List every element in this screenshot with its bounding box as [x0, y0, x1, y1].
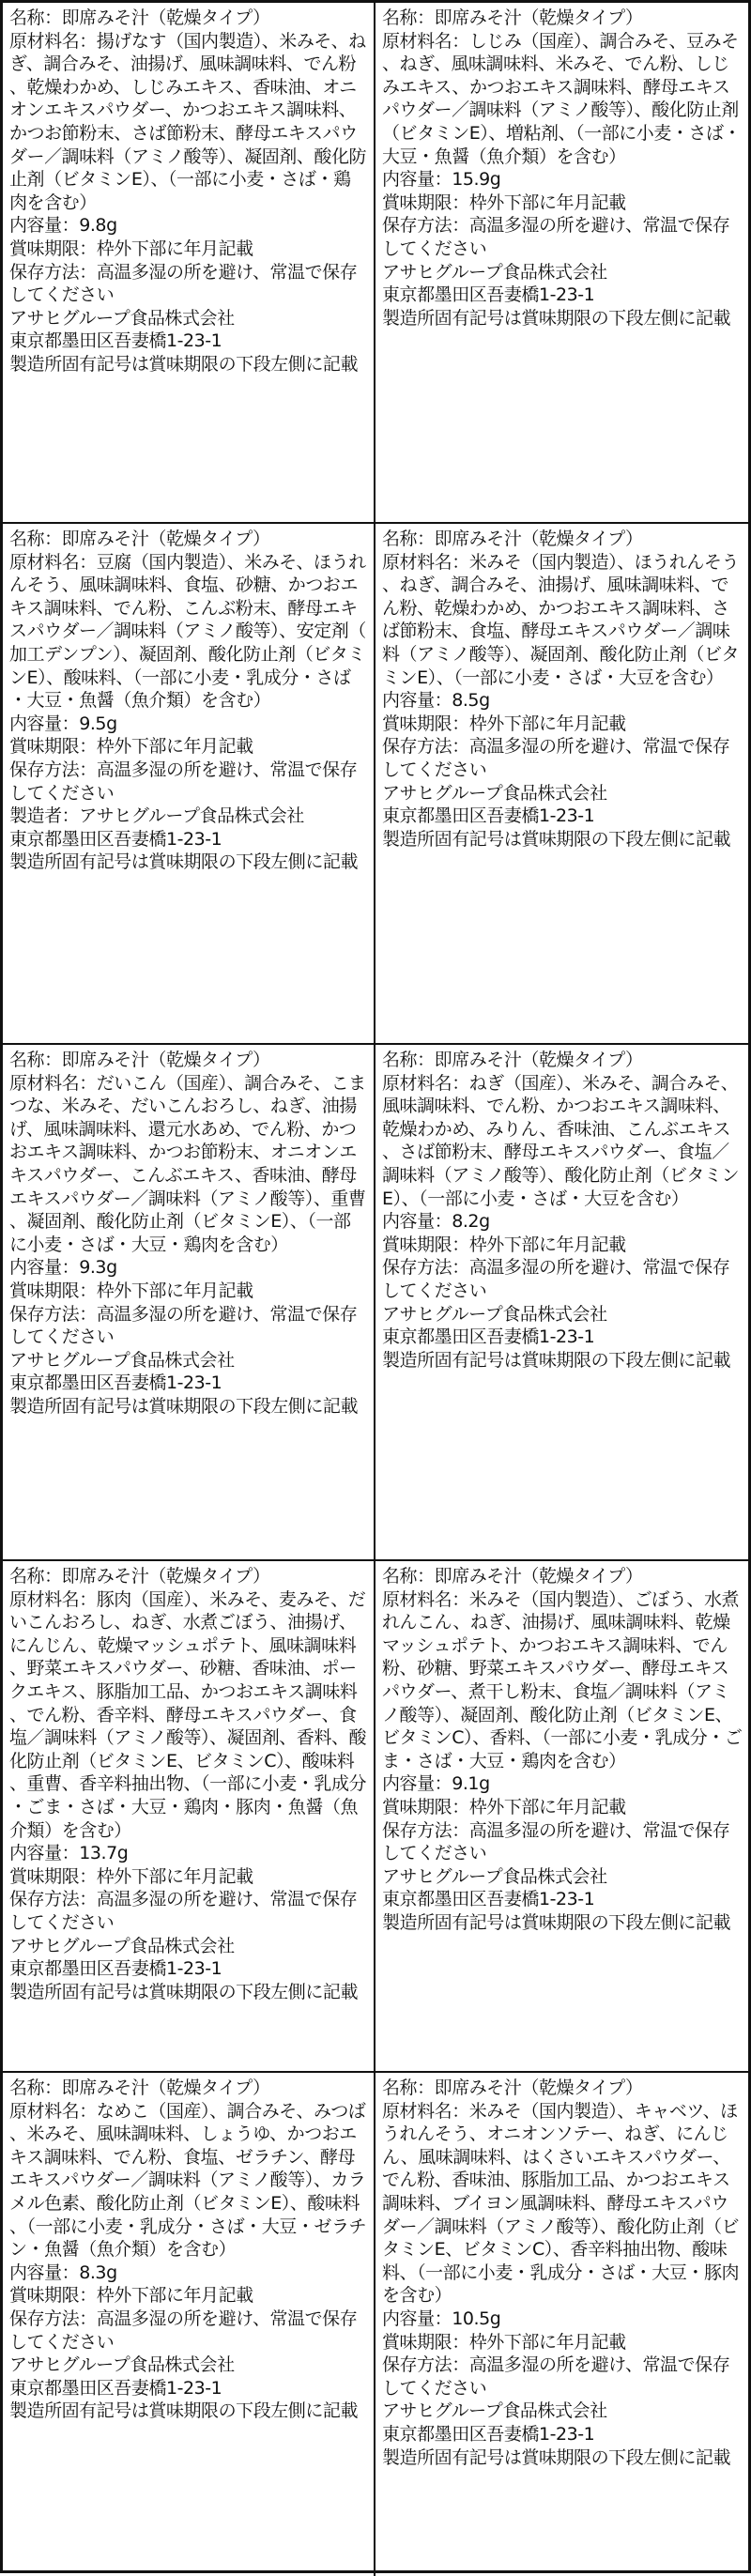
ingredients-text: 原材料名：なめこ（国産）、調合みそ、みつば、米みそ、風味調味料、しょうゆ、かつおエキス調味料、でん粉、食塩、ゼラチン、酵母エキスパウダー／調味料（アミノ酸等）、カラメル色素、酸化防止剤（ビタミンE）、酸味料、（一部に小麦・乳成分・さば・大豆・ゼラチン・魚醤（魚介類）を含む）: [9, 2100, 367, 2261]
storage-instructions: 保存方法：高温多湿の所を避け、常温で保存してください: [9, 1303, 358, 1348]
storage-instructions: 保存方法：高温多湿の所を避け、常温で保存してください: [9, 1889, 358, 1933]
net-content: 内容量：13.7g: [9, 1843, 129, 1864]
net-content: 内容量：9.3g: [9, 1257, 117, 1279]
label-cell-pork: [3, 1561, 376, 2073]
label-cell-daikon: [3, 1045, 376, 1561]
product-name: 名称：即席みそ汁（乾燥タイプ）: [382, 1050, 643, 1070]
factory-code-note: 製造所固有記号は賞味期限の下段左側に記載: [382, 2446, 731, 2468]
product-name: 名称：即席みそ汁（乾燥タイプ）: [382, 8, 643, 28]
label-cell-nameko: [3, 2073, 376, 2576]
product-name: 名称：即席みそ汁（乾燥タイプ）: [9, 2078, 270, 2098]
label-cell-shijimi: [376, 3, 748, 524]
net-content: 内容量：8.3g: [9, 2262, 117, 2283]
ingredients-text: 原材料名：米みそ（国内製造）、ほうれんそう、ねぎ、調合みそ、油揚げ、風味調味料、でん粉、乾燥わかめ、かつおエキス調味料、さば節粉末、食塩、酵母エキスパウダー／調味料（アミノ酸等）、凝固剤、酸化防止剤（ビタミンE）、（一部に小麦・さば・大豆を含む）: [382, 551, 740, 688]
product-name: 名称：即席みそ汁（乾燥タイプ）: [382, 529, 643, 549]
best-before-note: 賞味期限：枠外下部に年月記載: [9, 1865, 253, 1887]
best-before-note: 賞味期限：枠外下部に年月記載: [382, 2331, 626, 2353]
manufacturer-address: 東京都墨田区吾妻橋1-23-1: [9, 828, 222, 850]
net-content: 内容量：9.1g: [382, 1773, 490, 1795]
factory-code-note: 製造所固有記号は賞味期限の下段左側に記載: [382, 828, 731, 850]
product-name: 名称：即席みそ汁（乾燥タイプ）: [382, 1566, 643, 1587]
manufacturer-address: 東京都墨田区吾妻橋1-23-1: [9, 2377, 222, 2399]
ingredients-text: 原材料名：ねぎ（国産）、米みそ、調合みそ、風味調味料、でん粉、かつおエキス調味料、乾燥わかめ、みりん、香味油、こんぶエキス、さば節粉末、酵母エキスパウダー、食塩／調味料（アミノ酸等）、酸化防止剤（ビタミンE）、（一部に小麦・さば・大豆を含む）: [382, 1072, 740, 1209]
manufacturer: アサヒグループ食品株式会社: [9, 1935, 235, 1956]
manufacturer-address: 東京都墨田区吾妻橋1-23-1: [9, 330, 222, 352]
factory-code-note: 製造所固有記号は賞味期限の下段左側に記載: [9, 2400, 359, 2422]
storage-instructions: 保存方法：高温多湿の所を避け、常温で保存してください: [382, 736, 730, 780]
manufacturer-address: 東京都墨田区吾妻橋1-23-1: [9, 1958, 222, 1980]
best-before-note: 賞味期限：枠外下部に年月記載: [382, 192, 626, 213]
net-content: 内容量：15.9g: [382, 169, 501, 191]
manufacturer-address: 東京都墨田区吾妻橋1-23-1: [9, 1372, 222, 1394]
manufacturer-address: 東京都墨田区吾妻橋1-23-1: [382, 2423, 595, 2445]
label-cell-spinach: [376, 524, 748, 1045]
factory-code-note: 製造所固有記号は賞味期限の下段左側に記載: [9, 353, 359, 375]
factory-code-note: 製造所固有記号は賞味期限の下段左側に記載: [9, 1981, 359, 2002]
label-cell-burdock: [376, 1561, 748, 2073]
storage-instructions: 保存方法：高温多湿の所を避け、常温で保存してください: [9, 2308, 358, 2353]
factory-code-note: 製造所固有記号は賞味期限の下段左側に記載: [9, 851, 359, 873]
manufacturer-address: 東京都墨田区吾妻橋1-23-1: [382, 1889, 595, 1910]
net-content: 内容量：9.8g: [9, 215, 117, 237]
factory-code-note: 製造所固有記号は賞味期限の下段左側に記載: [382, 307, 731, 329]
manufacturer: アサヒグループ食品株式会社: [9, 1349, 235, 1371]
best-before-note: 賞味期限：枠外下部に年月記載: [382, 1796, 626, 1817]
product-name: 名称：即席みそ汁（乾燥タイプ）: [9, 1566, 270, 1587]
ingredients-text: 原材料名：米みそ（国内製造）、キャベツ、ほうれんそう、オニオンソテー、ねぎ、にんじん、風味調味料、はくさいエキスパウダー、でん粉、香味油、豚脂加工品、かつおエキス調味料、ブイヨン風調味料、酵母エキスパウダー／調味料（アミノ酸等）、酸化防止剤（ビタミンE、ビタミンC）、香辛料抽出物、酸味料、（一部に小麦・乳成分・さば・大豆・豚肉を含む）: [382, 2100, 740, 2307]
label-cell-eggplant: [3, 3, 376, 524]
manufacturer: アサヒグループ食品株式会社: [382, 1303, 607, 1325]
ingredients-text: 原材料名：揚げなす（国内製造）、米みそ、ねぎ、調合みそ、油揚げ、風味調味料、でん粉、乾燥わかめ、しじみエキス、香味油、オニオンエキスパウダー、かつおエキス調味料、かつお節粉末、さば節粉末、酵母エキスパウダー／調味料（アミノ酸等）、凝固剤、酸化防止剤（ビタミンE）、（一部に小麦・さば・鶏肉を含む）: [9, 30, 367, 213]
factory-code-note: 製造所固有記号は賞味期限の下段左側に記載: [382, 1911, 731, 1933]
storage-instructions: 保存方法：高温多湿の所を避け、常温で保存してください: [382, 2354, 730, 2399]
manufacturer: アサヒグループ食品株式会社: [382, 1865, 607, 1887]
best-before-note: 賞味期限：枠外下部に年月記載: [9, 736, 253, 758]
label-cell-tofu: [3, 524, 376, 1045]
product-name: 名称：即席みそ汁（乾燥タイプ）: [9, 1050, 270, 1070]
best-before-note: 賞味期限：枠外下部に年月記載: [9, 238, 253, 259]
best-before-note: 賞味期限：枠外下部に年月記載: [9, 2285, 253, 2307]
net-content: 内容量：8.5g: [382, 690, 490, 712]
manufacturer: アサヒグループ食品株式会社: [382, 261, 607, 283]
product-name: 名称：即席みそ汁（乾燥タイプ）: [9, 529, 270, 549]
ingredients-text: 原材料名：豚肉（国産）、米みそ、麦みそ、だいこんおろし、ねぎ、水煮ごぼう、油揚げ、にんじん、乾燥マッシュポテト、風味調味料、野菜エキスパウダー、砂糖、香味油、ポークエキス、豚脂加工品、かつおエキス調味料、でん粉、香辛料、酵母エキスパウダー、食塩／調味料（アミノ酸等）、凝固剤、香料、酸化防止剤（ビタミンE、ビタミンC）、酸味料、重曹、香辛料抽出物、（一部に小麦・乳成分・ごま・さば・大豆・鶏肉・豚肉・魚醤（魚介類）を含む）: [9, 1588, 367, 1841]
ingredients-text: 原材料名：米みそ（国内製造）、ごぼう、水煮れんこん、ねぎ、油揚げ、風味調味料、乾燥マッシュポテト、かつおエキス調味料、でん粉、砂糖、野菜エキスパウダー、酵母エキスパウダー、煮干し粉末、食塩／調味料（アミノ酸等）、凝固剤、酸化防止剤（ビタミンE、ビタミンC）、香料、（一部に小麦・乳成分・ごま・さば・大豆・鶏肉を含む）: [382, 1588, 743, 1771]
best-before-note: 賞味期限：枠外下部に年月記載: [382, 1234, 626, 1255]
label-cell-cabbage: [376, 2073, 748, 2576]
best-before-note: 賞味期限：枠外下部に年月記載: [9, 1280, 253, 1301]
storage-instructions: 保存方法：高温多湿の所を避け、常温で保存してください: [9, 759, 358, 804]
best-before-note: 賞味期限：枠外下部に年月記載: [382, 713, 626, 734]
product-name: 名称：即席みそ汁（乾燥タイプ）: [9, 8, 270, 28]
label-cell-negi: [376, 1045, 748, 1561]
manufacturer: アサヒグループ食品株式会社: [382, 2400, 607, 2422]
manufacturer-address: 東京都墨田区吾妻橋1-23-1: [382, 805, 595, 827]
storage-instructions: 保存方法：高温多湿の所を避け、常温で保存してください: [382, 1819, 730, 1864]
product-name: 名称：即席みそ汁（乾燥タイプ）: [382, 2078, 643, 2098]
manufacturer-address: 東京都墨田区吾妻橋1-23-1: [382, 284, 595, 306]
ingredients-text: 原材料名：豆腐（国内製造）、米みそ、ほうれんそう、風味調味料、食塩、砂糖、かつおエキス調味料、でん粉、こんぶ粉末、酵母エキスパウダー／調味料（アミノ酸等）、安定剤（加工デンプン）、凝固剤、酸化防止剤（ビタミンE）、酸味料、（一部に小麦・乳成分・さば・大豆・魚醤（魚介類）を含む）: [9, 551, 366, 712]
factory-code-note: 製造所固有記号は賞味期限の下段左側に記載: [382, 1349, 731, 1371]
manufacturer: 製造者：アサヒグループ食品株式会社: [9, 805, 304, 827]
storage-instructions: 保存方法：高温多湿の所を避け、常温で保存してください: [382, 215, 730, 259]
net-content: 内容量：10.5g: [382, 2308, 501, 2329]
net-content: 内容量：8.2g: [382, 1211, 490, 1233]
net-content: 内容量：9.5g: [9, 713, 117, 734]
storage-instructions: 保存方法：高温多湿の所を避け、常温で保存してください: [382, 1257, 730, 1301]
storage-instructions: 保存方法：高温多湿の所を避け、常温で保存してください: [9, 261, 358, 306]
manufacturer: アサヒグループ食品株式会社: [9, 2354, 235, 2376]
manufacturer: アサヒグループ食品株式会社: [9, 307, 235, 329]
manufacturer: アサヒグループ食品株式会社: [382, 782, 607, 804]
manufacturer-address: 東京都墨田区吾妻橋1-23-1: [382, 1326, 595, 1348]
factory-code-note: 製造所固有記号は賞味期限の下段左側に記載: [9, 1395, 359, 1417]
ingredients-text: 原材料名：しじみ（国産）、調合みそ、豆みそ、ねぎ、風味調味料、米みそ、でん粉、しじみエキス、かつおエキス調味料、酵母エキスパウダー／調味料（アミノ酸等）、酸化防止剤（ビタミンE）、増粘剤、（一部に小麦・さば・大豆・魚醤（魚介類）を含む）: [382, 30, 742, 167]
ingredients-text: 原材料名：だいこん（国産）、調合みそ、こまつな、米みそ、だいこんおろし、ねぎ、油揚げ、風味調味料、還元水あめ、でん粉、かつおエキス調味料、かつお節粉末、オニオンエキスパウダー、こんぶエキス、香味油、酵母エキスパウダー／調味料（アミノ酸等）、重曹、凝固剤、酸化防止剤（ビタミンE）、（一部に小麦・さば・大豆・鶏肉を含む）: [9, 1072, 366, 1255]
